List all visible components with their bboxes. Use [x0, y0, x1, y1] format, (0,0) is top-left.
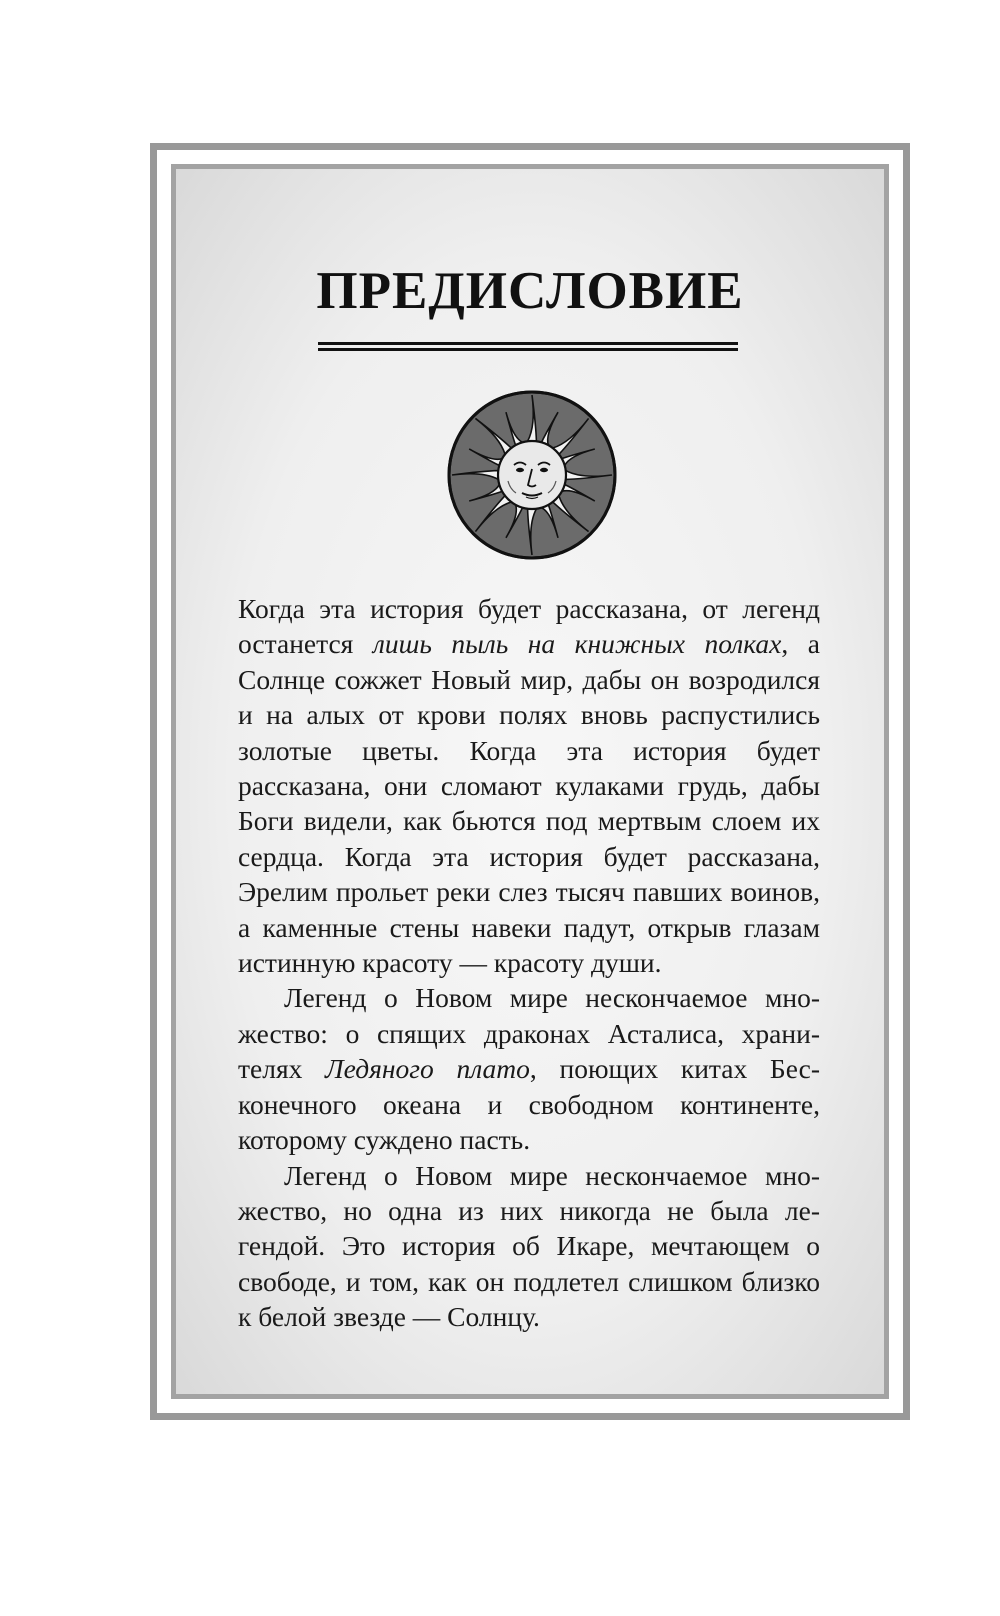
sun-face-icon: [446, 389, 618, 561]
title-double-rule: [318, 342, 738, 351]
preface-text: [238, 591, 820, 1335]
paragraph-1: Когда эта история будет рассказана, от легенд останется лишь пыль на книжных полках, а Солнце сожжет Новый мир, дабы он возродился и на алых от крови полях вновь распустились золотые цветы. Когда эта история будет рассказана, они сломают кулаками грудь, дабы Боги видели, как бьются под мертвым слоем их сердца. Когда эта история будет рассказана, Эрелим прольет реки слез тысяч павших воинов, а каменные стены навеки падут, открыв глазам истинную красоту — красоту души.: [238, 593, 820, 979]
page-title: ПРЕДИСЛОВИЕ: [316, 262, 744, 320]
page-frame-inner: [171, 164, 889, 1399]
paragraph-3: Легенд о Новом мире нескончаемое множество, но одна из них никогда не была легендой. Это история об Икаре, мечтающем о свободе, и том, как он подлетел слишком близко к белой звезде — Солнцу.: [238, 1159, 820, 1333]
paragraph-2: Легенд о Новом мире нескончаемое множество: о спящих драконах Асталиса, хранителях Ледяного плато, поющих китах Бесконечного океана и свободном континенте, которому суждено пасть.: [238, 982, 820, 1156]
page-frame-outer: [150, 143, 910, 1420]
